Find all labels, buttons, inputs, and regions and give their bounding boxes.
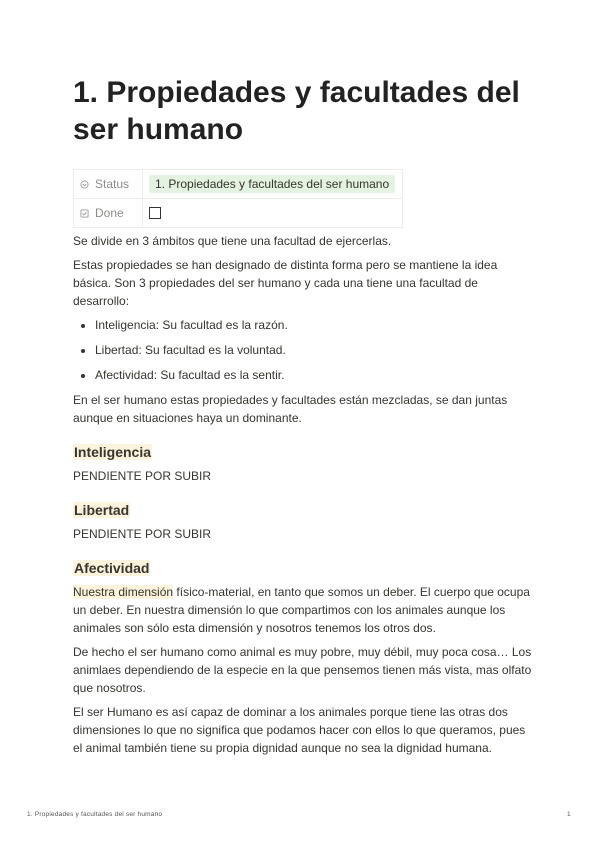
inteligencia-text: PENDIENTE POR SUBIR — [73, 469, 212, 483]
highlighted-text: Nuestra dimensión — [73, 585, 174, 599]
checkbox-icon — [80, 209, 89, 218]
status-value-cell — [143, 170, 403, 199]
afectividad-paragraph-3: El ser Humano es así capaz de dominar a los animales porque tiene las otras dos dimensiones lo que no significa que podamos hacer con ellos lo que queramos, pues el animal también tiene su propia dignidad aunque no sea la dignidad humana. — [73, 705, 526, 755]
heading-afectividad-text: Afectividad — [74, 560, 150, 576]
status-tag: 1. Propiedades y facultades del ser humano — [149, 175, 395, 193]
afectividad-paragraph-1 — [73, 583, 533, 637]
status-label: Status — [95, 177, 130, 191]
done-label: Done — [95, 206, 124, 220]
heading-afectividad — [73, 559, 533, 577]
done-key — [74, 199, 143, 228]
heading-libertad — [73, 501, 533, 519]
libertad-text: PENDIENTE POR SUBIR — [73, 527, 212, 541]
intro-paragraph-2: Estas propiedades se han designado de distinta forma pero se mantiene la idea básica. Son 3 propiedades del ser humano y cada una tiene una facultad de desarrollo: — [73, 258, 498, 308]
intro-paragraph-1: Se divide en 3 ámbitos que tiene una facultad de ejercerlas. — [73, 234, 392, 248]
footer-page-number: 1 — [567, 811, 571, 818]
list-item: • Libertad: Su facultad es la voluntad. — [95, 341, 533, 359]
properties-table — [73, 169, 403, 228]
list-item: • Inteligencia: Su facultad es la razón. — [95, 316, 533, 334]
afectividad-paragraph-2: De hecho el ser humano como animal es muy pobre, muy débil, muy poca cosa… Los animlaes dependiendo de la especie en la que pensemos tienen más vista, mas olfato que nosotros. — [73, 645, 532, 695]
page-body — [73, 232, 533, 763]
status-key — [74, 170, 143, 199]
properties-list — [73, 316, 533, 384]
footer-title: 1. Propiedades y facultades del ser humano — [27, 811, 163, 818]
heading-inteligencia-text: Inteligencia — [74, 444, 152, 460]
afectividad-p1-rest: físico-material, en tanto que somos un deber. El cuerpo que ocupa un deber. En nuestra dimensión lo que compartimos con los animales aunque los animales son sólo esta dimensión y nosotros tenemos los otros dos. — [73, 585, 530, 635]
page-title: 1. Propiedades y facultades del ser humano — [73, 76, 520, 146]
done-row — [74, 199, 403, 228]
status-row — [74, 170, 403, 199]
done-value-cell — [143, 199, 403, 228]
heading-inteligencia — [73, 443, 533, 461]
status-icon — [80, 180, 89, 189]
done-checkbox[interactable] — [149, 207, 161, 219]
heading-libertad-text: Libertad — [74, 502, 130, 518]
mixed-paragraph: En el ser humano estas propiedades y facultades están mezcladas, se dan juntas aunque en situaciones haya un dominante. — [73, 393, 508, 425]
list-item: • Afectividad: Su facultad es la sentir. — [95, 366, 533, 384]
